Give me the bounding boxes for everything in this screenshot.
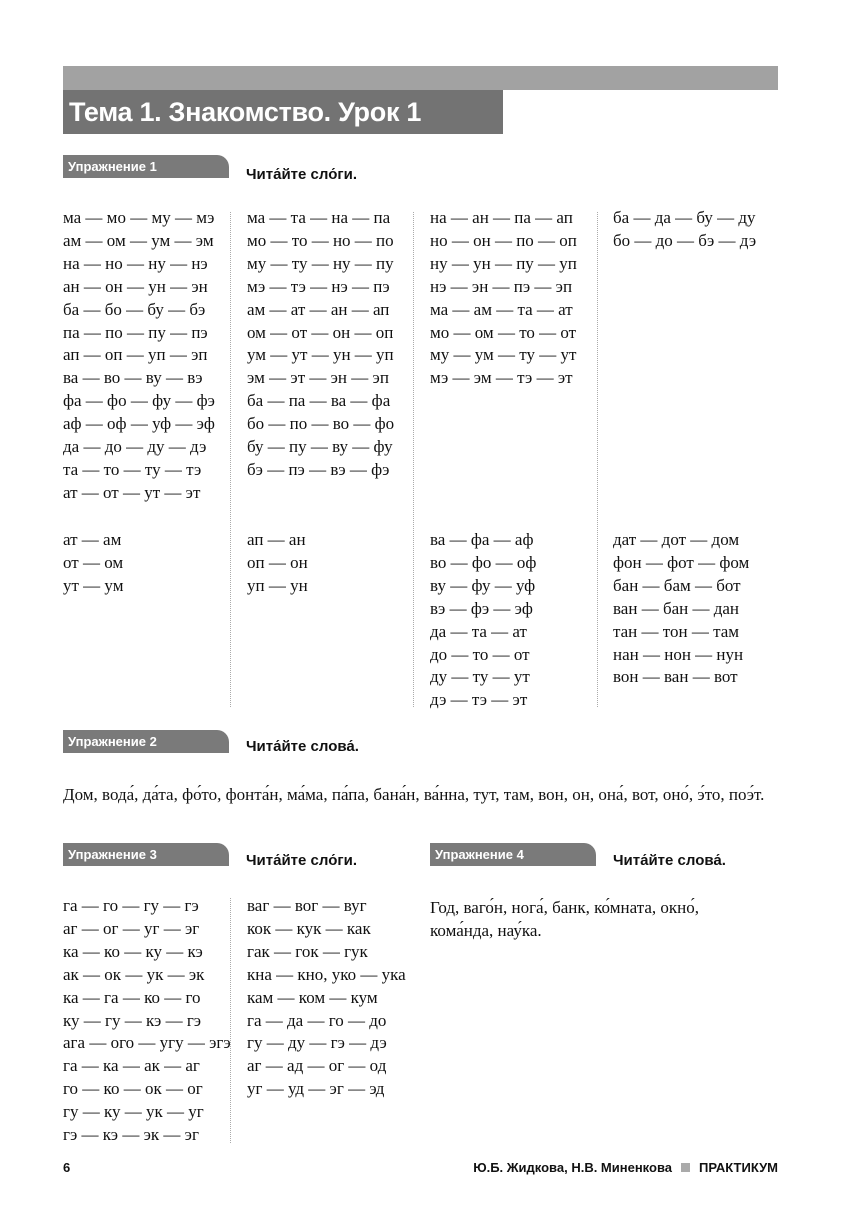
syllable-row: аг — ог — уг — эг [63, 918, 200, 938]
syllable-row: га — го — гу — гэ [63, 896, 199, 915]
syllable-row: вэ — фэ — эф [430, 598, 533, 618]
syllable-column [613, 529, 749, 689]
exercise-2-tab: Упражнение 2 [63, 730, 229, 753]
syllable-row: ва — фа — аф [430, 530, 534, 549]
syllable-row: ван — бан — дан [613, 598, 740, 618]
page-title: Тема 1. Знакомство. Урок 1 [63, 90, 503, 134]
syllable-row: тан — тон — там [613, 621, 740, 641]
syllable-row: бу — пу — ву — фу [247, 437, 393, 457]
syllable-row: му — ту — ну — пу [247, 253, 394, 273]
syllable-row: мо — ом — то — от [430, 322, 577, 342]
syllable-row: ут — ум [63, 575, 124, 595]
exercise-1-instruction: Чита́йте сло́ги. [246, 166, 357, 183]
syllable-row: му — ум — ту — ут [430, 345, 577, 365]
syllable-row: от — ом [63, 552, 124, 572]
syllable-row: нан — нон — нун [613, 644, 744, 664]
syllable-row: ку — гу — кэ — гэ [63, 1010, 202, 1030]
syllable-row: ат — от — ут — эт [63, 482, 201, 502]
syllable-row: па — по — пу — пэ [63, 322, 208, 342]
syllable-row: ба — па — ва — фа [247, 391, 391, 411]
syllable-row: гу — ду — гэ — дэ [247, 1033, 387, 1053]
syllable-row: да — та — ат [430, 621, 527, 641]
syllable-row: ан — он — ун — эн [63, 276, 208, 296]
syllable-row: ап — ан [247, 530, 306, 549]
syllable-row: дат — дот — дом [613, 530, 740, 549]
syllable-row: кам — ком — кум [247, 987, 378, 1007]
syllable-column [430, 529, 536, 712]
syllable-row: во — фо — оф [430, 552, 537, 572]
separator-square [681, 1163, 690, 1172]
exercise-4-instruction: Чита́йте слова́. [613, 852, 726, 869]
column-divider [230, 212, 231, 707]
syllable-row: ум — ут — ун — уп [247, 345, 394, 365]
syllable-row: уп — ун [247, 575, 308, 595]
footer-credits [473, 1160, 778, 1175]
syllable-row: фон — фот — фом [613, 552, 750, 572]
exercise-4-text: Год, ваго́н, нога́, банк, ко́мната, окно́, кома́нда, нау́ка. [430, 898, 699, 940]
syllable-row: аг — ад — ог — од [247, 1056, 387, 1076]
syllable-row: да — до — ду — дэ [63, 437, 207, 457]
syllable-row: на — но — ну — нэ [63, 253, 208, 273]
page-number: 6 [63, 1160, 71, 1175]
syllable-column [63, 529, 123, 598]
syllable-column [613, 207, 756, 253]
syllable-row: мэ — эм — тэ — эт [430, 368, 573, 388]
syllable-row: ма — та — на — па [247, 208, 391, 227]
footer-series: ПРАКТИКУМ [699, 1160, 778, 1175]
syllable-row: нэ — эн — пэ — эп [430, 276, 573, 296]
syllable-row: ап — оп — уп — эп [63, 345, 208, 365]
syllable-row: ну — ун — пу — уп [430, 253, 577, 273]
syllable-row: ма — ам — та — ат [430, 299, 573, 319]
syllable-row: но — он — по — оп [430, 230, 577, 250]
syllable-row: аф — оф — уф — эф [63, 414, 215, 434]
syllable-row: кна — кно, уко — ука [247, 964, 406, 984]
syllable-row: гак — гок — гук [247, 941, 368, 961]
syllable-row: ваг — вог — вуг [247, 896, 367, 915]
syllable-row: бо — по — во — фо [247, 414, 395, 434]
exercise-2-text: Дом, вода́, да́та, фо́то, фонта́н, ма́ма, па́па, бана́н, ва́нна, тут, там, вон, он, она́, вот, оно́, э́то, поэ́т. [63, 785, 765, 804]
syllable-column [63, 207, 215, 505]
syllable-row: ду — ту — ут [430, 667, 530, 687]
exercise-1-tab: Упражнение 1 [63, 155, 229, 178]
syllable-row: та — то — ту — тэ [63, 459, 202, 479]
syllable-row: ам — ом — ум — эм [63, 230, 214, 250]
syllable-row: бо — до — бэ — дэ [613, 230, 757, 250]
exercise-2-instruction: Чита́йте слова́. [246, 738, 359, 755]
syllable-row: ма — мо — му — мэ [63, 208, 215, 227]
footer-authors: Ю.Б. Жидкова, Н.В. Миненкова [473, 1160, 673, 1175]
syllable-column [247, 529, 308, 598]
syllable-row: уг — уд — эг — эд [247, 1079, 385, 1099]
syllable-column [247, 895, 406, 1101]
syllable-row: ба — бо — бу — бэ [63, 299, 206, 319]
exercise-4-tab: Упражнение 4 [430, 843, 596, 866]
syllable-row: до — то — от [430, 644, 530, 664]
column-divider [413, 212, 414, 707]
syllable-row: ка — ко — ку — кэ [63, 941, 203, 961]
syllable-row: дэ — тэ — эт [430, 690, 528, 710]
syllable-row: га — да — го — до [247, 1010, 387, 1030]
syllable-row: ом — от — он — оп [247, 322, 394, 342]
syllable-row: ка — га — ко — го [63, 987, 201, 1007]
syllable-column [63, 895, 231, 1147]
column-divider [597, 212, 598, 707]
syllable-row: на — ан — па — ап [430, 208, 573, 227]
syllable-row: мо — то — но — по [247, 230, 394, 250]
syllable-row: ага — ого — угу — эгэ [63, 1033, 231, 1053]
syllable-row: бан — бам — бот [613, 575, 741, 595]
syllable-row: эм — эт — эн — эп [247, 368, 389, 388]
syllable-row: мэ — тэ — нэ — пэ [247, 276, 390, 296]
syllable-row: ам — ат — ан — ап [247, 299, 390, 319]
exercise-3-instruction: Чита́йте сло́ги. [246, 852, 357, 869]
syllable-row: го — ко — ок — ог [63, 1079, 203, 1099]
syllable-row: ва — во — ву — вэ [63, 368, 203, 388]
syllable-row: оп — он [247, 552, 308, 572]
syllable-row: кок — кук — как [247, 918, 371, 938]
syllable-row: гу — ку — ук — уг [63, 1102, 204, 1122]
syllable-row: фа — фо — фу — фэ [63, 391, 215, 411]
exercise-3-tab: Упражнение 3 [63, 843, 229, 866]
syllable-row: ак — ок — ук — эк [63, 964, 205, 984]
header-bar [63, 66, 778, 90]
syllable-row: ба — да — бу — ду [613, 208, 756, 227]
syllable-row: ву — фу — уф [430, 575, 536, 595]
syllable-row: вон — ван — вот [613, 667, 738, 687]
syllable-row: га — ка — ак — аг [63, 1056, 200, 1076]
syllable-row: гэ — кэ — эк — эг [63, 1125, 199, 1145]
syllable-column [430, 207, 577, 390]
syllable-row: бэ — пэ — вэ — фэ [247, 459, 390, 479]
syllable-column [247, 207, 394, 482]
syllable-row: ат — ам [63, 530, 122, 549]
